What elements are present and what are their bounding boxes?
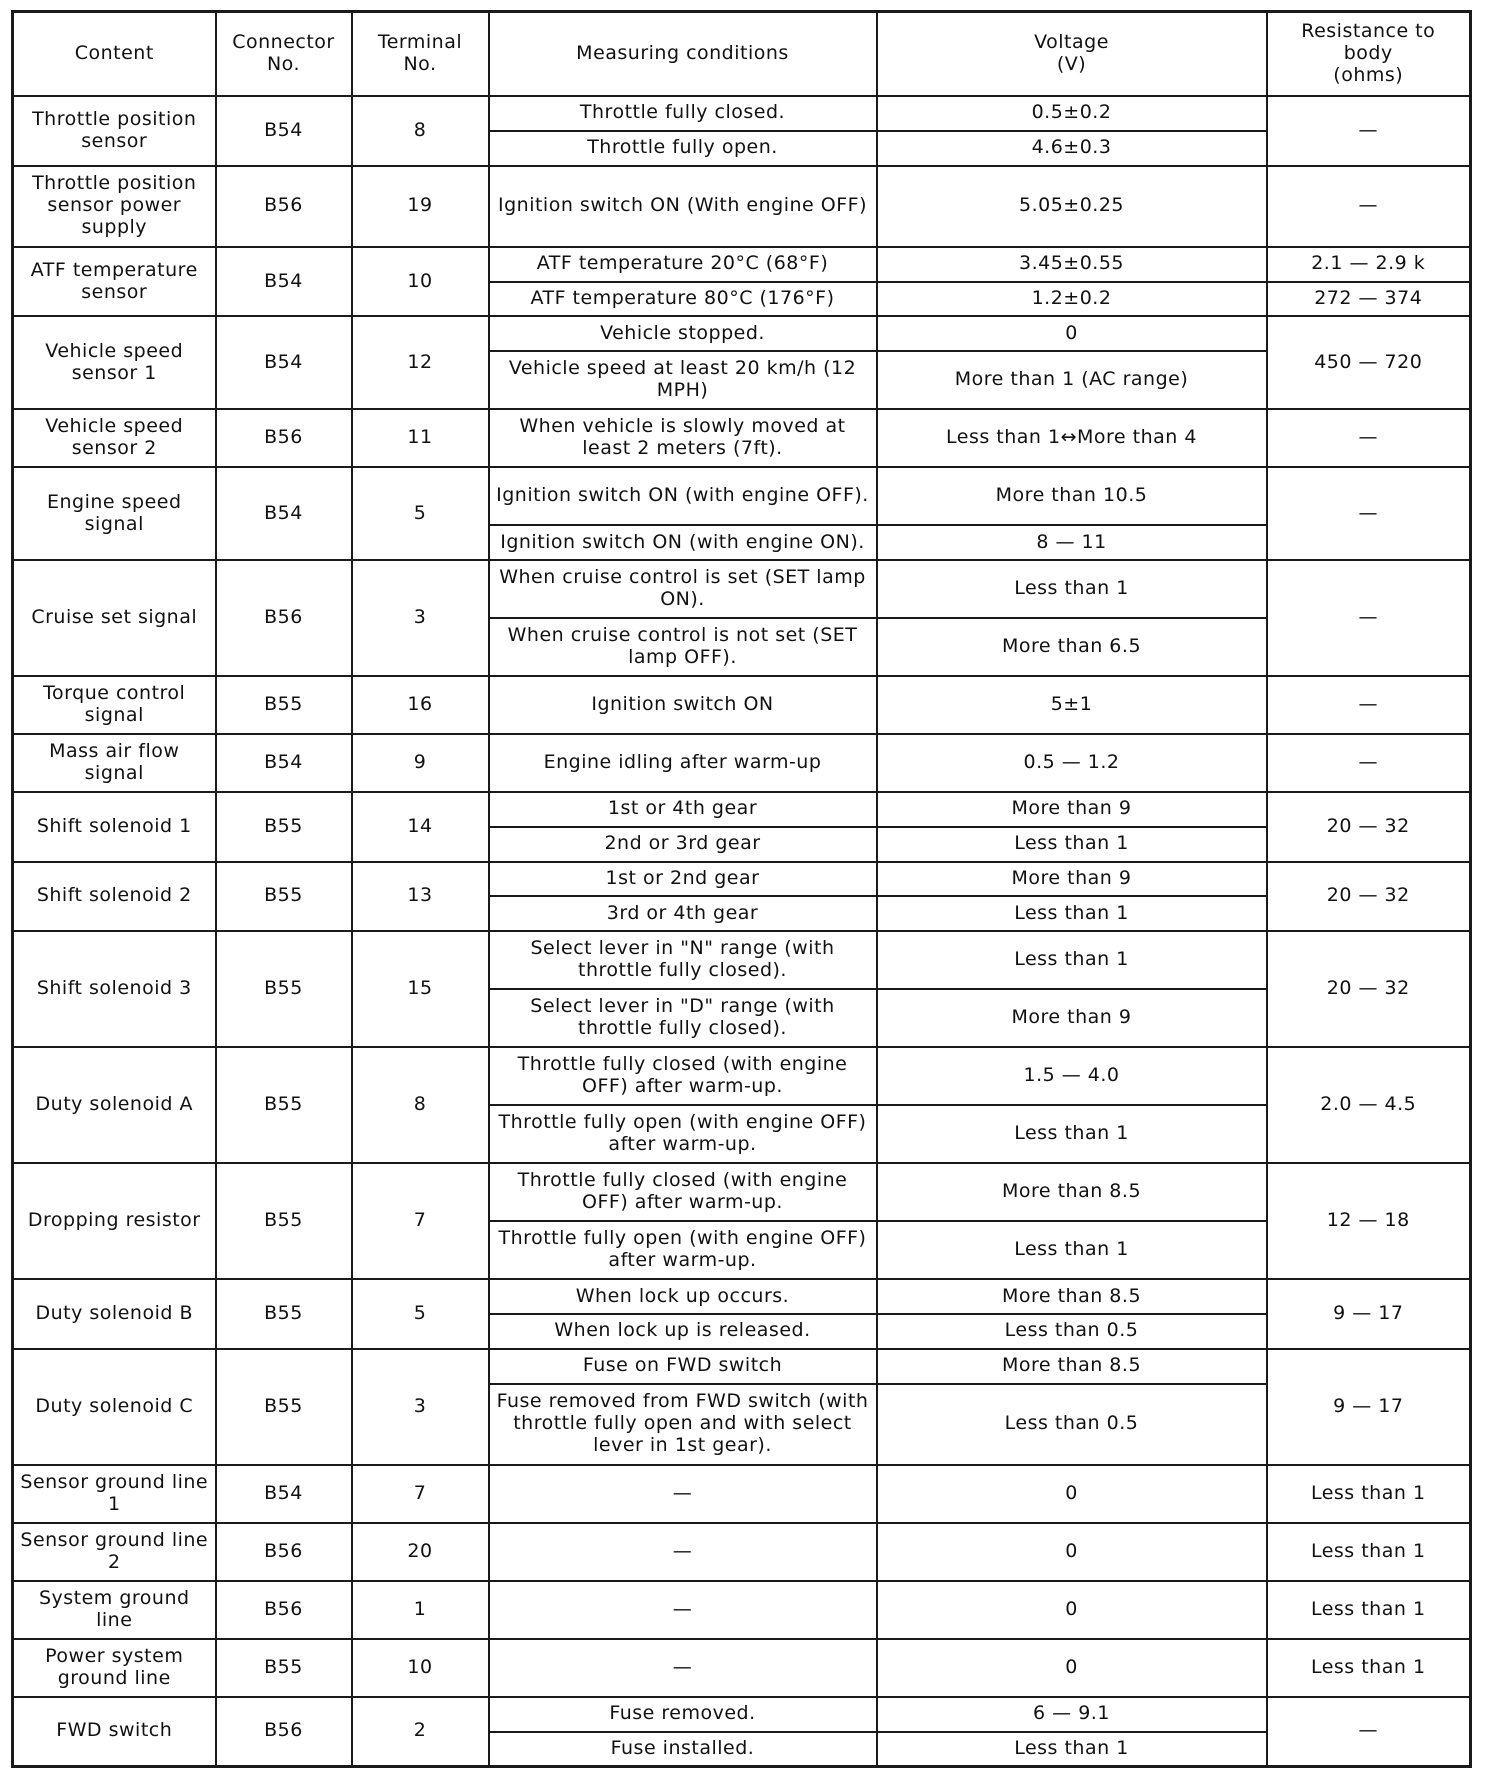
terminal-cell: 19 [352, 166, 489, 247]
table-row [13, 1279, 1471, 1314]
table-row [13, 166, 1471, 247]
content-cell: Duty solenoid A [13, 1047, 216, 1163]
terminal-cell: 11 [352, 409, 489, 467]
terminal-cell: 8 [352, 1047, 489, 1163]
header-resistance: Resistance to body (ohms) [1267, 12, 1471, 97]
condition-cell: Fuse removed. [489, 1697, 877, 1732]
condition-cell: Select lever in "D" range (with throttle fully closed). [489, 989, 877, 1047]
terminal-cell: 20 [352, 1523, 489, 1581]
terminal-cell: 5 [352, 1279, 489, 1349]
condition-cell: Fuse on FWD switch [489, 1349, 877, 1384]
terminal-cell: 7 [352, 1465, 489, 1523]
voltage-cell: Less than 1 [877, 1732, 1267, 1767]
table-row [13, 1639, 1471, 1697]
voltage-cell: 0.5±0.2 [877, 96, 1267, 131]
resistance-cell: 20 — 32 [1267, 862, 1471, 932]
connector-cell: B54 [216, 247, 352, 317]
condition-cell: Vehicle stopped. [489, 316, 877, 351]
condition-cell: Fuse removed from FWD switch (with throttle fully open and with select lever in 1st gear). [489, 1384, 877, 1465]
resistance-cell: — [1267, 166, 1471, 247]
condition-cell: 1st or 4th gear [489, 792, 877, 827]
connector-cell: B55 [216, 792, 352, 862]
voltage-cell: 1.5 — 4.0 [877, 1047, 1267, 1105]
voltage-cell: 0.5 — 1.2 [877, 734, 1267, 792]
terminal-cell: 5 [352, 467, 489, 560]
voltage-cell: Less than 1 [877, 931, 1267, 989]
content-cell: Engine speed signal [13, 467, 216, 560]
resistance-cell: Less than 1 [1267, 1523, 1471, 1581]
resistance-cell: — [1267, 1697, 1471, 1767]
content-cell: Throttle position sensor power supply [13, 166, 216, 247]
voltage-cell: Less than 1 [877, 896, 1267, 931]
resistance-cell: 20 — 32 [1267, 792, 1471, 862]
content-cell: Vehicle speed sensor 1 [13, 316, 216, 409]
terminal-cell: 8 [352, 96, 489, 166]
table-row [13, 1163, 1471, 1221]
condition-cell: Select lever in "N" range (with throttle fully closed). [489, 931, 877, 989]
table-row [13, 1581, 1471, 1639]
content-cell: Power system ground line [13, 1639, 216, 1697]
table-row [13, 247, 1471, 282]
terminal-cell: 10 [352, 247, 489, 317]
table-row [13, 1465, 1471, 1523]
table-row [13, 1697, 1471, 1732]
condition-cell: — [489, 1581, 877, 1639]
table-row [13, 96, 1471, 131]
connector-cell: B55 [216, 1163, 352, 1279]
resistance-cell: Less than 1 [1267, 1581, 1471, 1639]
table-row [13, 467, 1471, 525]
connector-cell: B56 [216, 1523, 352, 1581]
voltage-cell: 5.05±0.25 [877, 166, 1267, 247]
resistance-cell: — [1267, 409, 1471, 467]
terminal-cell: 3 [352, 560, 489, 676]
voltage-cell: 0 [877, 1581, 1267, 1639]
condition-cell: 3rd or 4th gear [489, 896, 877, 931]
resistance-cell: Less than 1 [1267, 1465, 1471, 1523]
connector-cell: B54 [216, 316, 352, 409]
voltage-cell: Less than 1 [877, 827, 1267, 862]
voltage-cell: 6 — 9.1 [877, 1697, 1267, 1732]
connector-cell: B56 [216, 560, 352, 676]
content-cell: Cruise set signal [13, 560, 216, 676]
table-body [13, 96, 1471, 1767]
connector-cell: B55 [216, 862, 352, 932]
voltage-cell: 0 [877, 1639, 1267, 1697]
voltage-cell: 8 — 11 [877, 525, 1267, 560]
condition-cell: 1st or 2nd gear [489, 862, 877, 897]
table-row [13, 409, 1471, 467]
content-cell: Dropping resistor [13, 1163, 216, 1279]
condition-cell: Ignition switch ON (With engine OFF) [489, 166, 877, 247]
table-row [13, 676, 1471, 734]
resistance-cell: — [1267, 676, 1471, 734]
condition-cell: Ignition switch ON [489, 676, 877, 734]
terminal-cell: 12 [352, 316, 489, 409]
voltage-cell: 0 [877, 1523, 1267, 1581]
resistance-cell: 450 — 720 [1267, 316, 1471, 409]
condition-cell: When lock up is released. [489, 1314, 877, 1349]
condition-cell: Engine idling after warm-up [489, 734, 877, 792]
content-cell: Duty solenoid C [13, 1349, 216, 1465]
voltage-cell: 3.45±0.55 [877, 247, 1267, 282]
connector-cell: B54 [216, 96, 352, 166]
connector-cell: B56 [216, 1697, 352, 1767]
content-cell: Sensor ground line 2 [13, 1523, 216, 1581]
header-voltage: Voltage (V) [877, 12, 1267, 97]
condition-cell: Throttle fully closed. [489, 96, 877, 131]
content-cell: ATF temperature sensor [13, 247, 216, 317]
resistance-cell: 9 — 17 [1267, 1349, 1471, 1465]
table-row [13, 792, 1471, 827]
condition-cell: — [489, 1465, 877, 1523]
voltage-cell: Less than 1 [877, 560, 1267, 618]
terminal-cell: 10 [352, 1639, 489, 1697]
resistance-cell: — [1267, 96, 1471, 166]
condition-cell: Throttle fully open. [489, 131, 877, 166]
resistance-cell: 9 — 17 [1267, 1279, 1471, 1349]
voltage-cell: More than 9 [877, 862, 1267, 897]
content-cell: Shift solenoid 1 [13, 792, 216, 862]
table-row [13, 1349, 1471, 1384]
condition-cell: When cruise control is not set (SET lamp OFF). [489, 618, 877, 676]
voltage-cell: 5±1 [877, 676, 1267, 734]
voltage-cell: Less than 0.5 [877, 1384, 1267, 1465]
terminal-cell: 15 [352, 931, 489, 1047]
connector-cell: B55 [216, 931, 352, 1047]
voltage-cell: 1.2±0.2 [877, 282, 1267, 317]
header-connector: Connector No. [216, 12, 352, 97]
resistance-cell: 2.1 — 2.9 k [1267, 247, 1471, 282]
condition-cell: Throttle fully open (with engine OFF) after warm-up. [489, 1105, 877, 1163]
condition-cell: Throttle fully closed (with engine OFF) after warm-up. [489, 1163, 877, 1221]
connector-cell: B54 [216, 467, 352, 560]
resistance-cell: Less than 1 [1267, 1639, 1471, 1697]
voltage-cell: 4.6±0.3 [877, 131, 1267, 166]
header-content: Content [13, 12, 216, 97]
condition-cell: Vehicle speed at least 20 km/h (12 MPH) [489, 351, 877, 409]
content-cell: Shift solenoid 2 [13, 862, 216, 932]
voltage-cell: More than 8.5 [877, 1279, 1267, 1314]
content-cell: Shift solenoid 3 [13, 931, 216, 1047]
connector-cell: B55 [216, 1279, 352, 1349]
condition-cell: When cruise control is set (SET lamp ON). [489, 560, 877, 618]
header-conditions: Measuring conditions [489, 12, 877, 97]
table-row [13, 560, 1471, 618]
condition-cell: Ignition switch ON (with engine OFF). [489, 467, 877, 525]
condition-cell: Ignition switch ON (with engine ON). [489, 525, 877, 560]
content-cell: Throttle position sensor [13, 96, 216, 166]
voltage-cell: Less than 1 [877, 1221, 1267, 1279]
voltage-cell: 0 [877, 1465, 1267, 1523]
condition-cell: ATF temperature 20°C (68°F) [489, 247, 877, 282]
voltage-cell: More than 8.5 [877, 1163, 1267, 1221]
connector-cell: B55 [216, 1639, 352, 1697]
terminal-cell: 1 [352, 1581, 489, 1639]
condition-cell: When lock up occurs. [489, 1279, 877, 1314]
resistance-cell: 272 — 374 [1267, 282, 1471, 317]
terminal-cell: 14 [352, 792, 489, 862]
condition-cell: — [489, 1523, 877, 1581]
terminal-cell: 3 [352, 1349, 489, 1465]
connector-cell: B56 [216, 1581, 352, 1639]
resistance-cell: 12 — 18 [1267, 1163, 1471, 1279]
terminal-cell: 13 [352, 862, 489, 932]
connector-cell: B54 [216, 1465, 352, 1523]
resistance-cell: — [1267, 467, 1471, 560]
condition-cell: Throttle fully open (with engine OFF) after warm-up. [489, 1221, 877, 1279]
table-row [13, 1047, 1471, 1105]
terminal-cell: 7 [352, 1163, 489, 1279]
content-cell: Vehicle speed sensor 2 [13, 409, 216, 467]
terminal-cell: 2 [352, 1697, 489, 1767]
connector-cell: B56 [216, 166, 352, 247]
content-cell: FWD switch [13, 1697, 216, 1767]
voltage-cell: More than 8.5 [877, 1349, 1267, 1384]
table-row [13, 931, 1471, 989]
connector-cell: B55 [216, 676, 352, 734]
voltage-cell: Less than 1 [877, 1105, 1267, 1163]
voltage-cell: More than 1 (AC range) [877, 351, 1267, 409]
condition-cell: Throttle fully closed (with engine OFF) after warm-up. [489, 1047, 877, 1105]
voltage-cell: More than 9 [877, 989, 1267, 1047]
table-header [13, 12, 1471, 97]
condition-cell: 2nd or 3rd gear [489, 827, 877, 862]
voltage-cell: Less than 1↔More than 4 [877, 409, 1267, 467]
resistance-cell: 20 — 32 [1267, 931, 1471, 1047]
condition-cell: ATF temperature 80°C (176°F) [489, 282, 877, 317]
voltage-cell: More than 9 [877, 792, 1267, 827]
voltage-cell: Less than 0.5 [877, 1314, 1267, 1349]
condition-cell: When vehicle is slowly moved at least 2 meters (7ft). [489, 409, 877, 467]
resistance-cell: — [1267, 560, 1471, 676]
voltage-cell: 0 [877, 316, 1267, 351]
table-row [13, 1523, 1471, 1581]
content-cell: Sensor ground line 1 [13, 1465, 216, 1523]
table-row [13, 734, 1471, 792]
connector-cell: B56 [216, 409, 352, 467]
content-cell: Duty solenoid B [13, 1279, 216, 1349]
terminal-spec-table [11, 10, 1472, 1768]
terminal-cell: 16 [352, 676, 489, 734]
connector-cell: B55 [216, 1047, 352, 1163]
voltage-cell: More than 10.5 [877, 467, 1267, 525]
voltage-cell: More than 6.5 [877, 618, 1267, 676]
terminal-cell: 9 [352, 734, 489, 792]
table-row [13, 316, 1471, 351]
content-cell: Mass air flow signal [13, 734, 216, 792]
content-cell: Torque control signal [13, 676, 216, 734]
condition-cell: — [489, 1639, 877, 1697]
connector-cell: B54 [216, 734, 352, 792]
table-row [13, 862, 1471, 897]
header-terminal: Terminal No. [352, 12, 489, 97]
connector-cell: B55 [216, 1349, 352, 1465]
resistance-cell: 2.0 — 4.5 [1267, 1047, 1471, 1163]
condition-cell: Fuse installed. [489, 1732, 877, 1767]
content-cell: System ground line [13, 1581, 216, 1639]
resistance-cell: — [1267, 734, 1471, 792]
